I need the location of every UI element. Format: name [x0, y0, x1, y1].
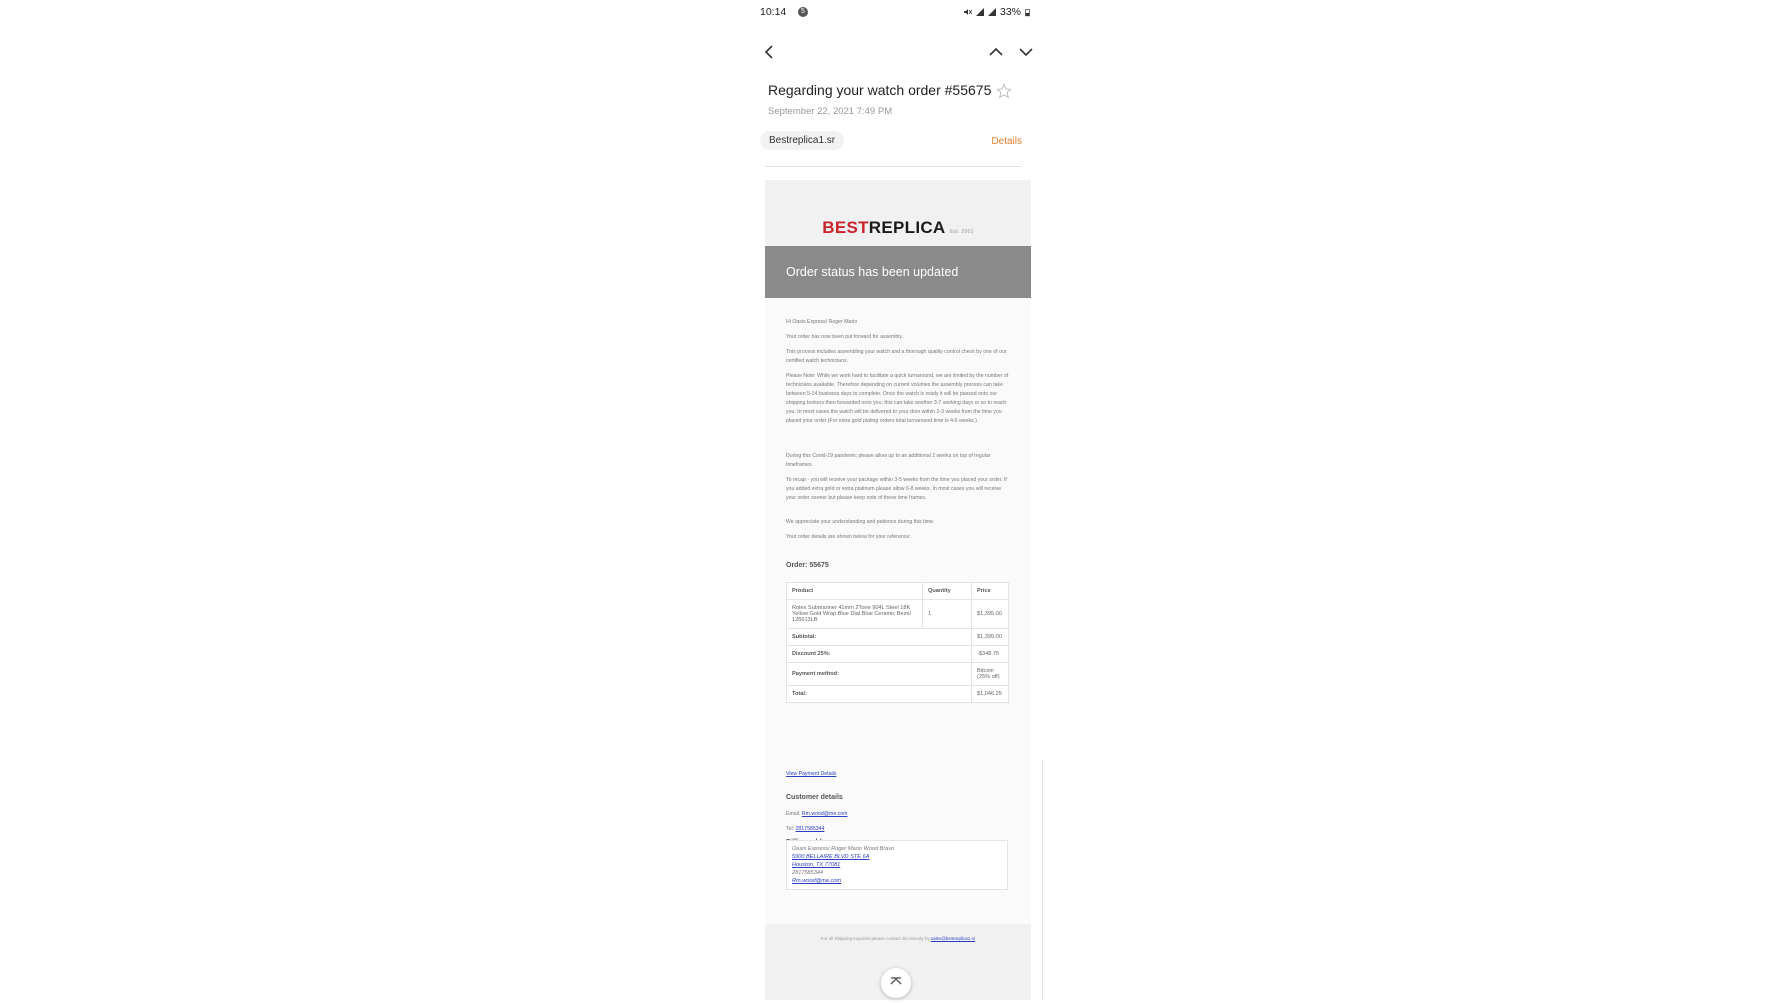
product-name: Rolex Submariner 41mm 2Tone 904L Steel 18K Yellow Gold Wrap Blue Dial Blue Ceramic Bezel 126613LB	[787, 600, 923, 629]
summary-label: Subtotal:	[787, 629, 972, 646]
mute-icon	[964, 8, 972, 16]
paragraph-3: Please Note: While we work hard to facilitate a quick turnaround, we are limited by the number of technicians available. Therefore depending on current volumes the assembly process can take between 5-14 business days to complete. Once the watch is ready it will be passed onto our shipping brokers then forwarded onto you, this can take another 3-7 working days or so to reach you. In most cases the watch will be delivered to your door within 2-3 weeks from the time you placed your order (For extra gold plating orders total turnaround time is 4-6 weeks.)	[786, 373, 1009, 424]
paragraph-4: During this Covid-19 pandemic please allow up to an additional 2 weeks on top of regular timeframes.	[786, 453, 991, 468]
email-subject: Regarding your watch order #55675	[768, 82, 992, 98]
header-divider	[765, 166, 1021, 167]
summary-label: Payment method:	[787, 663, 972, 686]
summary-row-subtotal	[787, 629, 1009, 646]
brand-logo	[765, 218, 1031, 238]
brand-logo-part2: REPLICA	[868, 218, 945, 237]
battery-level: 33%	[999, 6, 1021, 18]
mail-toolbar	[758, 40, 1028, 64]
billing-name: Oasis Express/ Roger Mario Wood Bravo	[792, 846, 895, 852]
signal-icon-2	[988, 8, 996, 16]
email-label: Email:	[786, 811, 801, 817]
paragraph-2: This process includes assembling your watch and a thorough quality control check by one of our certified watch technicians.	[786, 349, 1007, 364]
chevron-up-icon[interactable]	[984, 40, 1008, 64]
email-body	[765, 180, 1031, 1000]
order-table	[786, 582, 1009, 703]
tel-label: Tel:	[786, 826, 795, 832]
paragraph-7: Your order details are shown below for your reference:	[786, 534, 911, 540]
view-payment-link[interactable]: View Payment Details	[786, 771, 837, 777]
billing-address	[786, 840, 1008, 890]
summary-row-payment	[787, 663, 1009, 686]
back-arrow-icon[interactable]	[758, 40, 782, 64]
email-link[interactable]: Rm.wood@me.com	[801, 811, 848, 817]
billing-phone: 2817585344	[792, 870, 824, 876]
greeting: Hi Oasis Express/ Roger Mario	[786, 319, 858, 325]
footer-text: For all Shipping Inquiries please contact Jim Moody by	[820, 936, 930, 941]
email-viewer	[748, 0, 1038, 1000]
banner-text: Order status has been updated	[786, 265, 959, 279]
summary-label: Total:	[787, 686, 972, 703]
status-banner	[765, 246, 1031, 298]
order-number: Order: 55675	[786, 562, 829, 569]
status-time: 10:14	[760, 6, 787, 18]
status-icons	[964, 6, 1030, 18]
paragraph-6: We appreciate your understanding and patience during this time.	[786, 519, 935, 525]
summary-value: Bitcoin (25% off)	[972, 663, 1009, 686]
email-card	[765, 298, 1031, 924]
details-link[interactable]: Details	[991, 136, 1022, 147]
scrollbar[interactable]	[1042, 760, 1043, 1000]
footer-email-link[interactable]: sales@bestreplica1.sr	[930, 936, 976, 941]
table-row	[787, 600, 1009, 629]
battery-icon	[1025, 8, 1030, 17]
customer-heading: Customer details	[786, 794, 843, 801]
product-price: $1,395.00	[972, 600, 1009, 629]
col-product: Product	[787, 583, 923, 600]
email-footer	[765, 936, 1031, 941]
scroll-top-button[interactable]	[881, 968, 911, 998]
tel-link[interactable]: 2817585344	[795, 826, 825, 832]
col-price: Price	[972, 583, 1009, 600]
billing-email[interactable]: Rm.wood@me.com	[792, 878, 842, 884]
customer-email	[786, 810, 1010, 819]
product-quantity: 1	[923, 600, 972, 629]
signal-icon	[976, 8, 984, 16]
summary-label: Discount 25%:	[787, 646, 972, 663]
sender-chip[interactable]: Bestreplica1.sr	[760, 131, 844, 150]
customer-tel	[786, 825, 1010, 834]
billing-street[interactable]: 5900 BELLAIRE BLVD STE 6A	[792, 854, 870, 860]
paragraph-5: To recap - you will receive your package within 3-5 weeks from the time you placed your order. If you added extra gold or extra platinum please allow 6-8 weeks. In most cases you will receive your order sooner but please keep note of these time frames.	[786, 477, 1007, 501]
brand-est: Est. 2001	[949, 229, 974, 235]
table-header-row	[787, 583, 1009, 600]
notification-badge: 5	[798, 7, 808, 17]
billing-city[interactable]: Houston, TX 77081	[792, 862, 841, 868]
col-quantity: Quantity	[923, 583, 972, 600]
summary-value: -$348.75	[972, 646, 1009, 663]
scroll-top-icon	[881, 968, 911, 998]
summary-value: $1,395.00	[972, 629, 1009, 646]
brand-logo-part1: BEST	[822, 218, 869, 237]
status-bar	[760, 6, 1030, 20]
summary-row-discount	[787, 646, 1009, 663]
star-icon[interactable]	[996, 83, 1012, 99]
paragraph-1: Your order has now been put forward for assembly.	[786, 334, 904, 340]
summary-value: $1,046.25	[972, 686, 1009, 703]
email-date: September 22, 2021 7:49 PM	[768, 106, 893, 117]
summary-row-total	[787, 686, 1009, 703]
chevron-down-icon[interactable]	[1014, 40, 1038, 64]
